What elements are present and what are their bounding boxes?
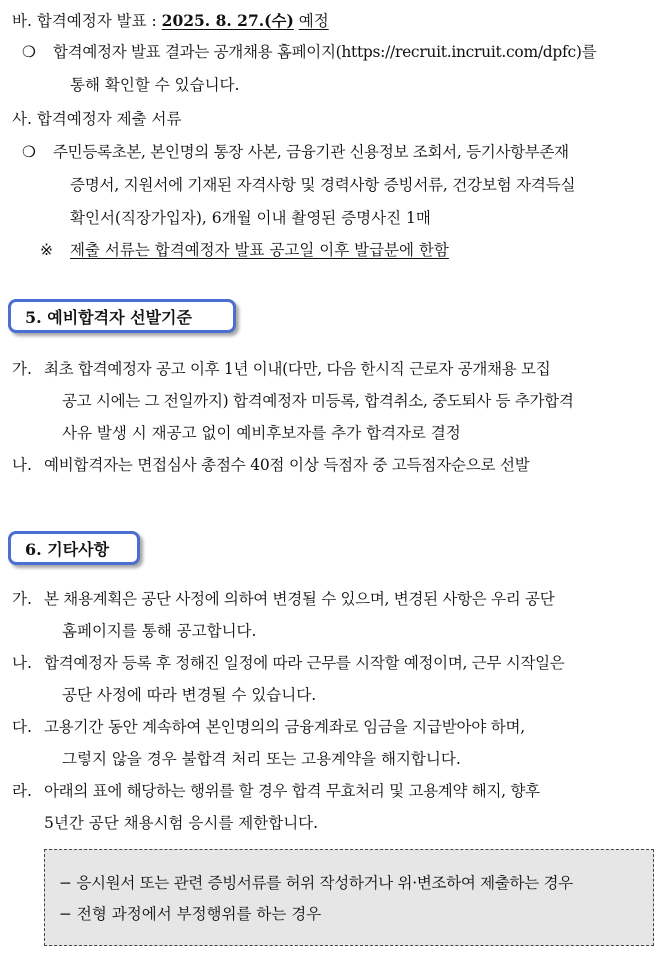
prohibited-act-item: − 전형 과정에서 부정행위를 하는 경우	[59, 905, 322, 923]
documents-item-line2: 증명서, 지원서에 기재된 자격사항 및 경력사항 증빙서류, 건강보험 자격득실	[70, 176, 576, 194]
documents-heading: 사. 합격예정자 제출 서류	[12, 110, 182, 128]
announcement-item-line1: 합격예정자 발표 결과는 공개채용 홈페이지(https://recruit.incruit.com/dpfc)를	[53, 43, 597, 61]
section-5-na-line1: 예비합격자는 면접심사 총점수 40점 이상 득점자 중 고득점자순으로 선발	[44, 456, 530, 474]
item-marker: 가.	[12, 360, 32, 378]
section-6-title: 6. 기타사항	[25, 539, 110, 559]
section-6-da-line2: 그렇지 않을 경우 불합격 처리 또는 고용계약을 해지합니다.	[62, 750, 461, 768]
item-marker: 나.	[12, 456, 32, 474]
item-marker: 나.	[12, 654, 32, 672]
section-5-title: 5. 예비합격자 선발기준	[25, 307, 192, 327]
section-6-ra-line2: 5년간 공단 채용시험 응시를 제한합니다.	[44, 814, 319, 832]
circle-bullet-icon: ❍	[22, 143, 36, 161]
announcement-date: 2025. 8. 27.(수)	[161, 11, 294, 30]
section-6-na-line2: 공단 사정에 따라 변경될 수 있습니다.	[62, 686, 317, 704]
section-5-title-box	[8, 299, 236, 333]
circle-bullet-icon: ❍	[22, 43, 36, 61]
section-6-title-box	[8, 531, 140, 565]
section-6-ra-line1: 아래의 표에 해당하는 행위를 할 경우 합격 무효처리 및 고용계약 해지, 향후	[44, 782, 540, 800]
section-6-da-line1: 고용기간 동안 계속하여 본인명의의 금융계좌로 임금을 지급받아야 하며,	[44, 718, 526, 736]
announcement-heading-label: 바. 합격예정자 발표 :	[12, 12, 157, 30]
item-marker: 다.	[12, 718, 32, 736]
item-marker: 라.	[12, 782, 32, 800]
section-6-na-line1: 합격예정자 등록 후 정해진 일정에 따라 근무를 시작할 예정이며, 근무 시작일은	[44, 654, 565, 672]
section-5-ga-line3: 사유 발생 시 재공고 없이 예비후보자를 추가 합격자로 결정	[62, 424, 461, 442]
reference-mark-icon: ※	[40, 241, 53, 259]
announcement-item-line2: 통해 확인할 수 있습니다.	[70, 76, 240, 94]
documents-item-line3: 확인서(직장가입자), 6개월 이내 촬영된 증명사진 1매	[70, 209, 431, 227]
section-5-ga-line1: 최초 합격예정자 공고 이후 1년 이내(다만, 다음 한시직 근로자 공개채용 모집	[44, 360, 551, 378]
announcement-date-heading	[12, 11, 329, 31]
section-6-ga-line1: 본 채용계획은 공단 사정에 의하여 변경될 수 있으며, 변경된 사항은 우리 공단	[44, 590, 555, 608]
section-5-ga-line2: 공고 시에는 그 전일까지) 합격예정자 미등록, 합격취소, 중도퇴사 등 추가합격	[62, 392, 574, 410]
announcement-date-suffix: 예정	[298, 12, 329, 30]
prohibited-act-item: − 응시원서 또는 관련 증빙서류를 허위 작성하거나 위·변조하여 제출하는 경우	[59, 874, 573, 892]
item-marker: 가.	[12, 590, 32, 608]
documents-note: 제출 서류는 합격예정자 발표 공고일 이후 발급분에 한함	[70, 241, 449, 259]
section-6-ga-line2: 홈페이지를 통해 공고합니다.	[62, 622, 257, 640]
prohibited-acts-box	[44, 849, 654, 946]
documents-item-line1: 주민등록초본, 본인명의 통장 사본, 금융기관 신용정보 조회서, 등기사항부존재	[53, 143, 569, 161]
